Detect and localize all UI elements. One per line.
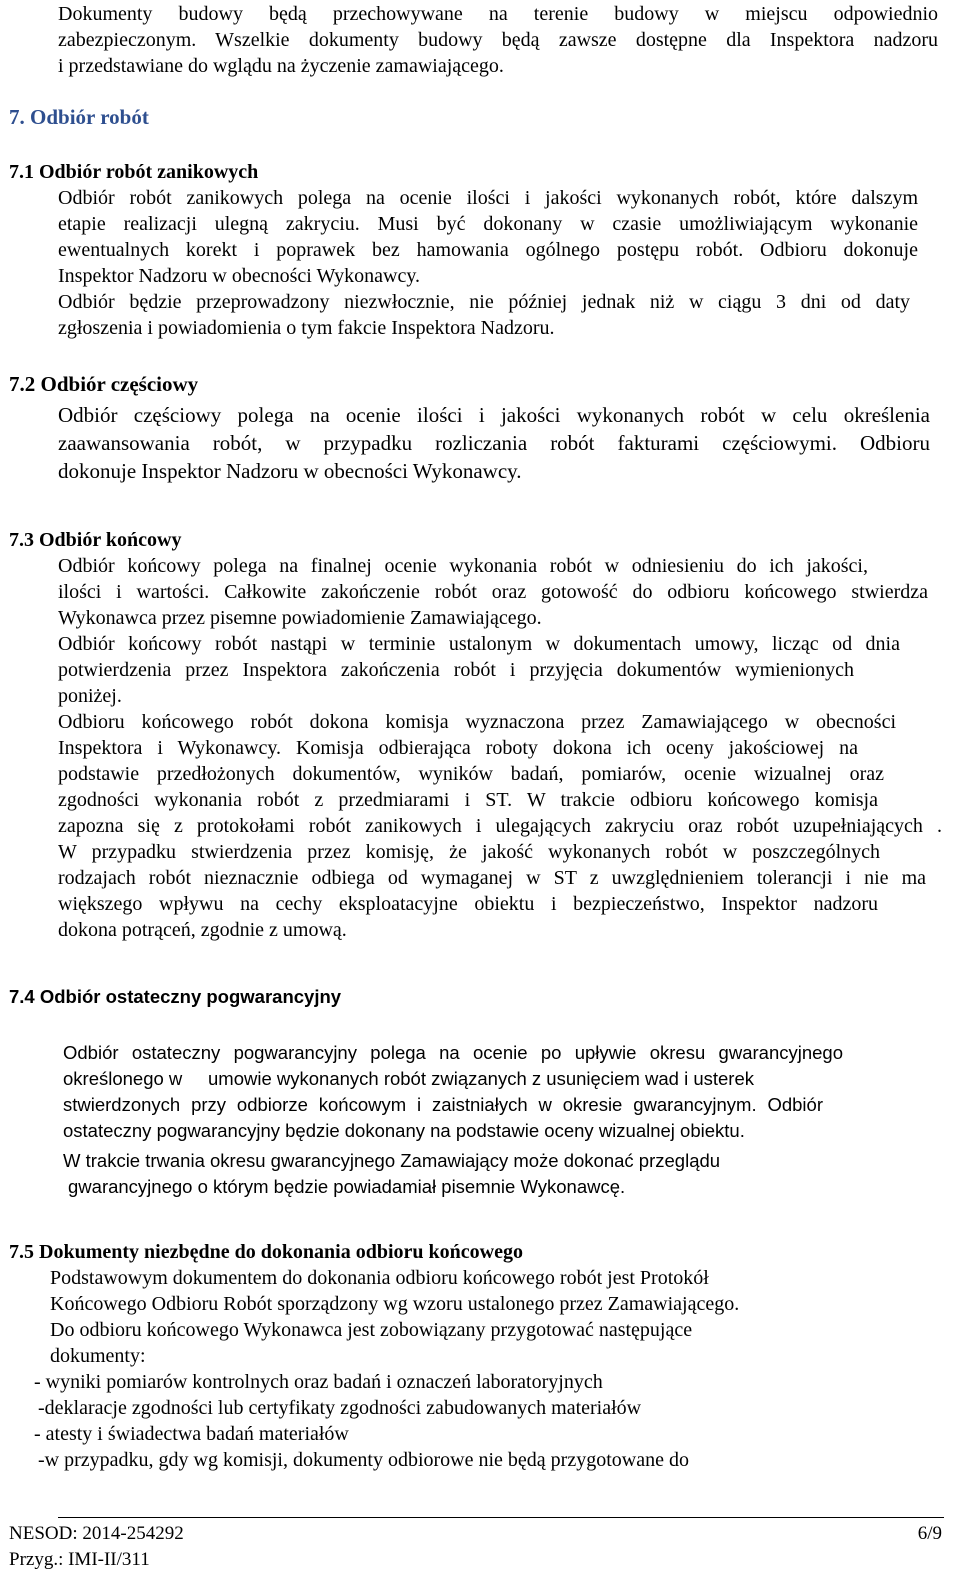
paragraph-line: Odbiór końcowy polega na finalnej ocenie wykonania robót w odniesieniu do ich jakości, — [58, 555, 868, 577]
paragraph-line: Inspektora i Wykonawcy. Komisja odbierająca roboty dokona ich oceny jakościowej na — [58, 737, 858, 759]
paragraph-line: Odbiór będzie przeprowadzony niezwłocznie, nie później jednak niż w ciągu 3 dni od daty — [58, 291, 910, 313]
paragraph-line: dokumenty: — [50, 1345, 146, 1367]
subsection-heading: 7.2 Odbiór częściowy — [9, 372, 199, 396]
paragraph-line: Inspektor Nadzoru w obecności Wykonawcy. — [58, 265, 421, 287]
paragraph-line: określonego w umowie wykonanych robót związanych z usunięciem wad i usterek — [63, 1068, 754, 1089]
paragraph-line: Odbiór ostateczny pogwarancyjny polega na ocenie po upływie okresu gwarancyjnego — [63, 1042, 843, 1063]
paragraph-line: stwierdzonych przy odbiorze końcowym i zaistniałych w okresie gwarancyjnym. Odbiór — [63, 1094, 823, 1115]
subsection-heading: 7.4 Odbiór ostateczny pogwarancyjny — [9, 986, 342, 1007]
paragraph-line: Końcowego Odbioru Robót sporządzony wg wzoru ustalonego przez Zamawiającego. — [50, 1293, 740, 1315]
list-item: - atesty i świadectwa badań materiałów — [34, 1423, 349, 1445]
paragraph-line: Odbioru końcowego robót dokona komisja wyznaczona przez Zamawiającego w obecności — [58, 711, 896, 733]
list-item: -deklaracje zgodności lub certyfikaty zgodności zabudowanych materiałów — [38, 1397, 642, 1419]
paragraph-line: Odbiór końcowy robót nastąpi w terminie ustalonym w dokumentach umowy, licząc od dnia — [58, 633, 900, 655]
paragraph-line: etapie realizacji ulegną zakryciu. Musi być dokonany w czasie umożliwiającym wykonanie — [58, 213, 918, 235]
paragraph-line: ostateczny pogwarancyjny będzie dokonany na podstawie oceny wizualnej obiektu. — [63, 1120, 745, 1141]
subsection-heading: 7.5 Dokumenty niezbędne do dokonania odbioru końcowego — [9, 1241, 523, 1263]
paragraph-line: zgodności wykonania robót z przedmiarami i ST. W trakcie odbioru końcowego komisja — [58, 789, 878, 811]
paragraph-line: Wykonawca przez pisemne powiadomienie Zamawiającego. — [58, 607, 542, 629]
paragraph-line: podstawie przedłożonych dokumentów, wyników badań, pomiarów, ocenie wizualnej oraz — [58, 763, 884, 785]
intro-line: zabezpieczonym. Wszelkie dokumenty budowy będą zawsze dostępne dla Inspektora nadzoru — [58, 29, 938, 51]
paragraph-line: Podstawowym dokumentem do dokonania odbioru końcowego robót jest Protokół — [50, 1267, 709, 1289]
paragraph-line: W trakcie trwania okresu gwarancyjnego Zamawiający może dokonać przeglądu — [63, 1150, 721, 1171]
paragraph-line: Odbiór częściowy polega na ocenie ilości i jakości wykonanych robót w celu określenia — [58, 403, 930, 427]
subsection-heading: 7.3 Odbiór końcowy — [9, 529, 182, 551]
paragraph-line: rodzajach robót nieznacznie odbiega od wymaganej w ST z uwzględnieniem tolerancji i nie ma — [58, 867, 926, 889]
paragraph-line: większego wpływu na cechy eksploatacyjne obiektu i bezpieczeństwo, Inspektor nadzoru — [58, 893, 878, 915]
subsection-heading: 7.1 Odbiór robót zanikowych — [9, 161, 259, 183]
paragraph-line: poniżej. — [58, 685, 122, 707]
list-item: -w przypadku, gdy wg komisji, dokumenty odbiorowe nie będą przygotowane do — [38, 1449, 689, 1471]
paragraph-line: zgłoszenia i powiadomienia o tym fakcie Inspektora Nadzoru. — [58, 317, 555, 339]
paragraph-line: Do odbioru końcowego Wykonawca jest zobowiązany przygotować następujące — [50, 1319, 693, 1341]
paragraph-line: potwierdzenia przez Inspektora zakończenia robót i przyjęcia dokumentów wymienionych — [58, 659, 854, 681]
paragraph-line: W przypadku stwierdzenia przez komisję, że jakość wykonanych robót w poszczególnych — [58, 841, 880, 863]
footer-divider — [58, 1517, 944, 1518]
paragraph-line: ewentualnych korekt i poprawek bez hamowania ogólnego postępu robót. Odbioru dokonuje — [58, 239, 918, 261]
footer-page-number: 6/9 — [917, 1523, 942, 1544]
paragraph-line: Odbiór robót zanikowych polega na ocenie ilości i jakości wykonanych robót, które dalszym — [58, 187, 918, 209]
paragraph-line: zapozna się z protokołami robót zanikowych i ulegających zakryciu oraz robót uzupełniających . — [58, 815, 942, 837]
footer-nesod: NESOD: 2014-254292 — [9, 1523, 184, 1544]
paragraph-line: dokona potrąceń, zgodnie z umową. — [58, 919, 347, 941]
paragraph-line: dokonuje Inspektor Nadzoru w obecności Wykonawcy. — [58, 459, 522, 483]
paragraph-line: gwarancyjnego o którym będzie powiadamiał pisemnie Wykonawcę. — [68, 1176, 626, 1197]
intro-line: Dokumenty budowy będą przechowywane na terenie budowy w miejscu odpowiednio — [58, 3, 938, 25]
paragraph-line: ilości i wartości. Całkowite zakończenie robót oraz gotowość do odbioru końcowego stwierdza — [58, 581, 928, 603]
intro-line: i przedstawiane do wglądu na życzenie zamawiającego. — [58, 55, 504, 77]
list-item: - wyniki pomiarów kontrolnych oraz badań i oznaczeń laboratoryjnych — [34, 1371, 603, 1393]
footer-przyg: Przyg.: IMI-II/311 — [9, 1549, 150, 1570]
paragraph-line: zaawansowania robót, w przypadku rozliczania robót fakturami częściowymi. Odbioru — [58, 431, 930, 455]
section-heading: 7. Odbiór robót — [9, 105, 149, 129]
